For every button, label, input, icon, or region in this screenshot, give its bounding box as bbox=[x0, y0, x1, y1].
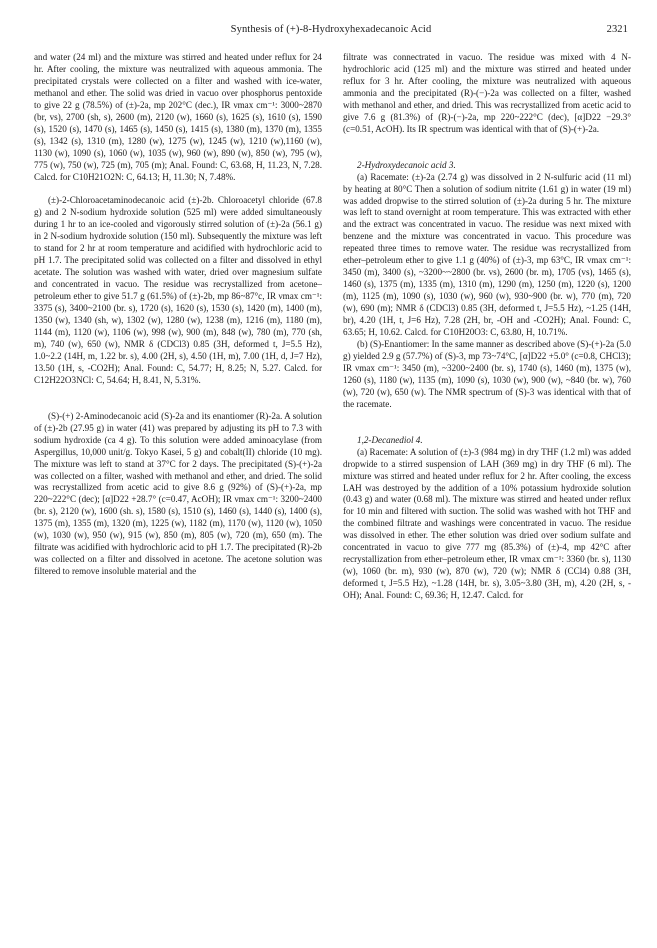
section-heading-hydroxydecanoic-acid: 2-Hydroxydecanoic acid 3. bbox=[357, 159, 456, 170]
running-header bbox=[34, 24, 628, 38]
paragraph-continued-r-2a: filtrate was connectrated in vacuo. The residue was mixed with 4 N-hydrochloric acid (125 ml) and the mixture was stirred and heated under reflux for 3 hr. After cooling, the mixture was neutralized with aqueous ammonia and the precipitated (R)-(−)-2a was collected on a filter, washed with methanol and ether, and dried. This was recrystallized from acetic acid to give 7.6 g (81.3%) of (R)-(−)-2a, mp 220~222°C (dec), [α]D22 −29.3° (c=0.51, AcOH). Its IR spectrum was identical with that of (S)-(+)-2a. bbox=[343, 52, 631, 134]
left-column bbox=[34, 52, 322, 578]
paragraph-continued-2a: and water (24 ml) and the mixture was stirred and heated under reflux for 24 hr. After cooling, the mixture was neutralized with aqueous ammonia. The precipitated crystals were collected on a filter and washed with ice-water, methanol and ether. The solid was dried in vacuo over phosphorus pentoxide to give 22 g (78.5%) of (±)-2a, mp 202°C (dec.), IR νmax cm⁻¹: 3000~2870 (br, vs), 2700 (sh, s), 2600 (m), 2120 (w), 1660 (s), 1625 (s), 1610 (s), 1590 (s), 1520 (s), 1470 (s), 1465 (s), 1450 (s), 1415 (s), 1380 (m), 1370 (m), 1355 (s), 1342 (s), 1310 (m), 1280 (w), 1275 (w), 1245 (w), 1210 (w),1160 (w), 1130 (w), 1090 (s), 1060 (w), 1035 (w), 960 (w), 890 (w), 850 (w), 795 (w), 775 (w), 750 (w), 725 (m), 705 (m); Anal. Found: C, 63.68, H, 11.23, N, 7.28. Calcd. for C10H21O2N: C, 64.13; H, 11.30; N, 7.48%. bbox=[34, 52, 322, 182]
page-number: 2321 bbox=[606, 24, 628, 35]
paragraph-enantiomer-s-3: (b) (S)-Enantiomer: In the same manner as described above (S)-(+)-2a (5.0 g) yielded 2.9 g (57.7%) of (S)-3, mp 73~74°C, [α]D22 +5.0° (c=0.8, CHCl3); IR νmax cm⁻¹: 3450 (m), ~3200~2400 (br. s), 1740 (s), 1460 (m), 1375 (w), 1260 (s), 1180 (w), 1135 (m), 1090 (s), 1030 (w), 900 (w), ~840 (br. w), 760 (w), 720 (w), 650 (w). The NMR spectrum of (S)-3 was identical with that of the racemate. bbox=[343, 338, 631, 409]
paragraph-racemate-3: (a) Racemate: (±)-2a (2.74 g) was dissolved in 2 N-sulfuric acid (11 ml) by heating at 80°C Then a solution of sodium nitrite (1.61 g) in water (19 ml) was added dropwise to the stirred solution of (±)-2a during 5 hr. The mixture was left to stand overnight at room temperature. This was extracted with ether and the extract was concentrated in vacuo. The residue was next mixed with benzene and the mixture was concentrated in vacuo. This procedure was repeated three times to remove water. The residue was recrystallized from ether–petroleum ether to give 1.1 g (40%) of (±)-3, mp 63°C, IR νmax cm⁻¹: 3450 (m), 3400 (s), ~3200~~2800 (br. vs), 2600 (br. m), 1705 (vs), 1465 (s), 1460 (s), 1375 (m), 1335 (m), 1310 (m), 1290 (m), 1250 (m), 1220 (s), 1200 (m), 1125 (m), 1090 (s), 1030 (w), 960 (w), 930~900 (br. w), 770 (m), 720 (w), 690 (m); NMR δ (CDCl3) 0.85 (3H, deformed t, J=5.5 Hz), ~1.25 (14H, br), 4.20 (1H, t, J=6 Hz), 7.28 (2H, br, -OH and -CO2H); Anal. Found: C, 63.65; H, 10.62. Calcd. for C10H20O3: C, 63.80, H, 10.71%. bbox=[343, 171, 631, 338]
paragraph-racemate-4: (a) Racemate: A solution of (±)-3 (984 mg) in dry THF (1.2 ml) was added dropwide to a stirred suspension of LAH (369 mg) in dry THF (6 ml). The mixture was stirred and heated under reflux for 2 hr. After cooling, the excess LAH was destroyed by the addition of a 10% potassium hydroxide solution (0.43 g) and water (0.68 ml). The mixture was stirred and heated under reflux for 10 min and filtered with suction. The solid was washed with hot THF and the combined filtrate and washings were concentrated in vacuo. The residue was dissolved in ether. The ether solution was dried over sodium sulfate and concentrated in vacuo to give 777 mg (85.3%) of (±)-4, mp 42°C after recrystallization from ether–petroleum ether, IR νmax cm⁻¹: 3360 (br. s), 1130 (w), 1060 (br. m), 930 (w), 870 (w), 720 (w); NMR δ (CCl4) 0.88 (3H, deformed t, J=5.5 Hz), ~1.28 (14H, br. s), 3.05~3.80 (3H, m), 4.20 (2H, s, -OH); Anal. Found: C, 69.36; H, 12.47. Calcd. for bbox=[343, 446, 631, 601]
running-title: Synthesis of (+)-8-Hydroxyhexadecanoic Acid bbox=[230, 24, 432, 35]
paragraph-chloroacetaminodecanoic-acid: (±)-2-Chloroacetaminodecanoic acid (±)-2b. Chloroacetyl chloride (67.8 g) and 2 N-sodium hydroxide solution (525 ml) were added simultaneously during 1 hr to an ice-cooled and vigorously stirred solution of (±)-2a (56.1 g) in 2 N-sodium hydroxide solution (150 ml). Subsequently the mixture was left to stand for 2 hr at room temperature and acidified with hydrochloric acid to pH 1.7. The precipitated solid was collected on a filter and dissolved in ethyl acetate. The solution was washed with water, dried over magnesium sulfate and concentrated in vacuo. The residue was recrystallized from acetone–petroleum ether to give 51.7 g (61.5%) of (±)-2b, mp 86~87°c, IR νmax cm⁻¹: 3375 (s), 3400~2100 (br. s), 1720 (s), 1620 (s), 1530 (s), 1420 (m), 1400 (m), 1350 (w), 1340 (sh, w), 1302 (w), 1280 (w), 1238 (m), 1216 (m), 1180 (m), 1144 (m), 1120 (w), 1106 (w), 998 (w), 900 (m), 848 (w), 780 (m), 770 (sh, m), 740 (w), 650 (w), NMR δ (CDCl3) 0.85 (3H, deformed t, J=5.5 Hz), 1.0~2.2 (14H, m, 1.22 br. s), 4.00 (2H, s), 4.50 (1H, m), 7.00 (1H, d, J=7 Hz), 13.50 (1H, s, -CO2H); Anal. Found: C, 54.77; H, 8.25; N, 5.27. Calcd. for C12H22O3NCl: C, 54.64; H, 8.41, N, 5.31%. bbox=[34, 195, 322, 385]
paragraph-aminodecanoic-acid-enantiomers: (S)-(+) 2-Aminodecanoic acid (S)-2a and its enantiomer (R)-2a. A solution of (±)-2b (27.95 g) in water (41) was prepared by adjusting its pH to 7.3 with sodium hydroxide (ca 4 g). To this solution were added aminoacylase (from Aspergillus, 10,000 unit/g. Tokyo Kasei, 5 g) and cobalt(II) chloride (10 mg). The mixture was left to stand at 37°C for 2 days. The precipitated (S)-(+)-2a was collected on a filter, washed with methanol and ether, and dried. The solid was recrystallized from acetic acid to give 8.6 g (92%) of (S)-(+)-2a, mp 220~222°C (dec); [α]D22 +28.7° (c=0.47, AcOH); IR νmax cm⁻¹: 3200~2400 (br. s), 2120 (w), 1600 (sh. s), 1580 (s), 1510 (s), 1460 (s), 1440 (s), 1400 (s), 1375 (m), 1355 (m), 1320 (m), 1225 (w), 1182 (m), 1170 (w), 1120 (w), 1050 (w), 1030 (w), 950 (w), 915 (w), 850 (m), 805 (w), 720 (m), 650 (m). The filtrate was acidified with hydrochloric acid to pH 1.7. The precipitated (R)-2b was collected on a filter and dissolved in acetone. The acetone solution was filtered to remove insoluble material and the bbox=[34, 410, 322, 577]
right-column bbox=[343, 52, 631, 602]
section-heading-decanediol: 1,2-Decanediol 4. bbox=[357, 434, 423, 445]
